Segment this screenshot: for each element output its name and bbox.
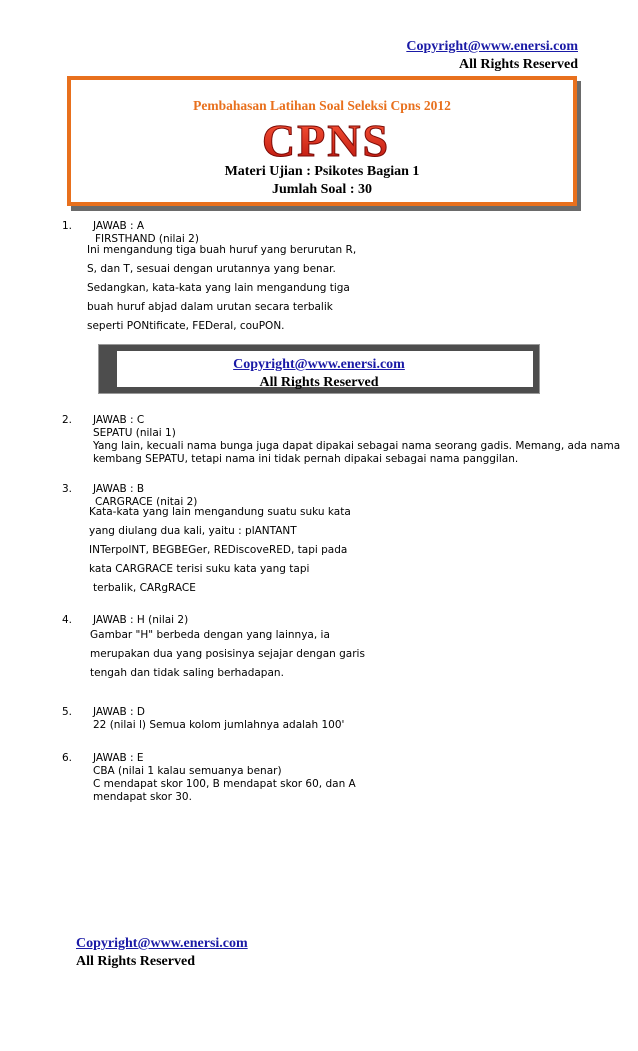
mid-copyright-box xyxy=(98,344,540,394)
top-copyright-link[interactable]: Copyright@www.enersi.com xyxy=(406,39,578,54)
item-body xyxy=(93,752,356,804)
item-line: JAWAB : A xyxy=(93,220,145,232)
item-line: JAWAB : D xyxy=(93,706,146,718)
item-line: merupakan dua yang posisinya sejajar dengan garis xyxy=(90,648,365,660)
mid-copyright-rights: All Rights Reserved xyxy=(259,375,379,390)
header-subtitle-jumlah: Jumlah Soal : 30 xyxy=(272,182,372,197)
header-box xyxy=(67,76,577,206)
item-number: 4. xyxy=(62,614,73,626)
item-line: kembang SEPATU, tetapi nama ini tidak pernah dipakai sebagai nama panggilan. xyxy=(93,453,519,465)
item-number: 6. xyxy=(62,752,73,764)
mid-copyright-link[interactable]: Copyright@www.enersi.com xyxy=(233,357,405,372)
item-line: Sedangkan, kata-kata yang lain mengandung tiga xyxy=(87,282,350,294)
item-number: 1. xyxy=(62,220,73,232)
item-line: CARGRACE (nitai 2) xyxy=(95,496,198,508)
item-line: JAWAB : E xyxy=(93,752,144,764)
header-subtitle xyxy=(71,163,573,199)
item-line: SEPATU (nilai 1) xyxy=(93,427,176,439)
item-line: C mendapat skor 100, B mendapat skor 60, dan A xyxy=(93,778,356,790)
item-line: Kata-kata yang lain mengandung suatu suku kata xyxy=(89,506,351,518)
item-number: 2. xyxy=(62,414,73,426)
cpns-logo-text: CPNS xyxy=(261,118,391,162)
item-body xyxy=(93,706,344,732)
item-line: tengah dan tidak saling berhadapan. xyxy=(90,667,284,679)
item-line: INTerpolNT, BEGBEGer, REDiscoveRED, tapi pada xyxy=(89,544,348,556)
top-copyright-rights: All Rights Reserved xyxy=(459,57,578,72)
item-line: 22 (nilai l) Semua kolom jumlahnya adalah 100' xyxy=(93,719,345,731)
item-line: yang diulang dua kali, yaitu : plANTANT xyxy=(89,525,297,537)
item-line: mendapat skor 30. xyxy=(93,791,192,803)
item-number: 3. xyxy=(62,483,73,495)
item-line: seperti PONtificate, FEDeral, couPON. xyxy=(87,320,285,332)
item-body xyxy=(93,414,620,466)
header-title: Pembahasan Latihan Soal Seleksi Cpns 2012 xyxy=(193,98,451,113)
item-line: buah huruf abjad dalam urutan secara terbalik xyxy=(87,301,333,313)
bottom-copyright xyxy=(76,935,248,971)
cpns-logo xyxy=(261,118,391,162)
bottom-copyright-rights: All Rights Reserved xyxy=(76,954,195,969)
item-line: JAWAB : B xyxy=(93,483,145,495)
item-line: kata CARGRACE terisi suku kata yang tapi xyxy=(89,563,310,575)
top-copyright xyxy=(406,38,578,74)
item-line: Ini mengandung tiga buah huruf yang berurutan R, xyxy=(87,244,357,256)
item-number: 5. xyxy=(62,706,73,718)
item-line: FIRSTHAND (nilai 2) xyxy=(95,233,199,245)
header-subtitle-materi: Materi Ujian : Psikotes Bagian 1 xyxy=(224,164,420,179)
item-line: terbalik, CARgRACE xyxy=(93,582,196,594)
item-line: Gambar "H" berbeda dengan yang lainnya, ia xyxy=(90,629,330,641)
mid-copyright xyxy=(99,356,539,392)
item-line: JAWAB : H (nilai 2) xyxy=(93,614,189,626)
item-line: CBA (nilai 1 kalau semuanya benar) xyxy=(93,765,282,777)
bottom-copyright-link[interactable]: Copyright@www.enersi.com xyxy=(76,936,248,951)
item-line: S, dan T, sesuai dengan urutannya yang benar. xyxy=(87,263,336,275)
item-line: JAWAB : C xyxy=(93,414,145,426)
item-line: Yang lain, kecuali nama bunga juga dapat dipakai sebagai nama seorang gadis. Memang, ada nama xyxy=(93,440,621,452)
